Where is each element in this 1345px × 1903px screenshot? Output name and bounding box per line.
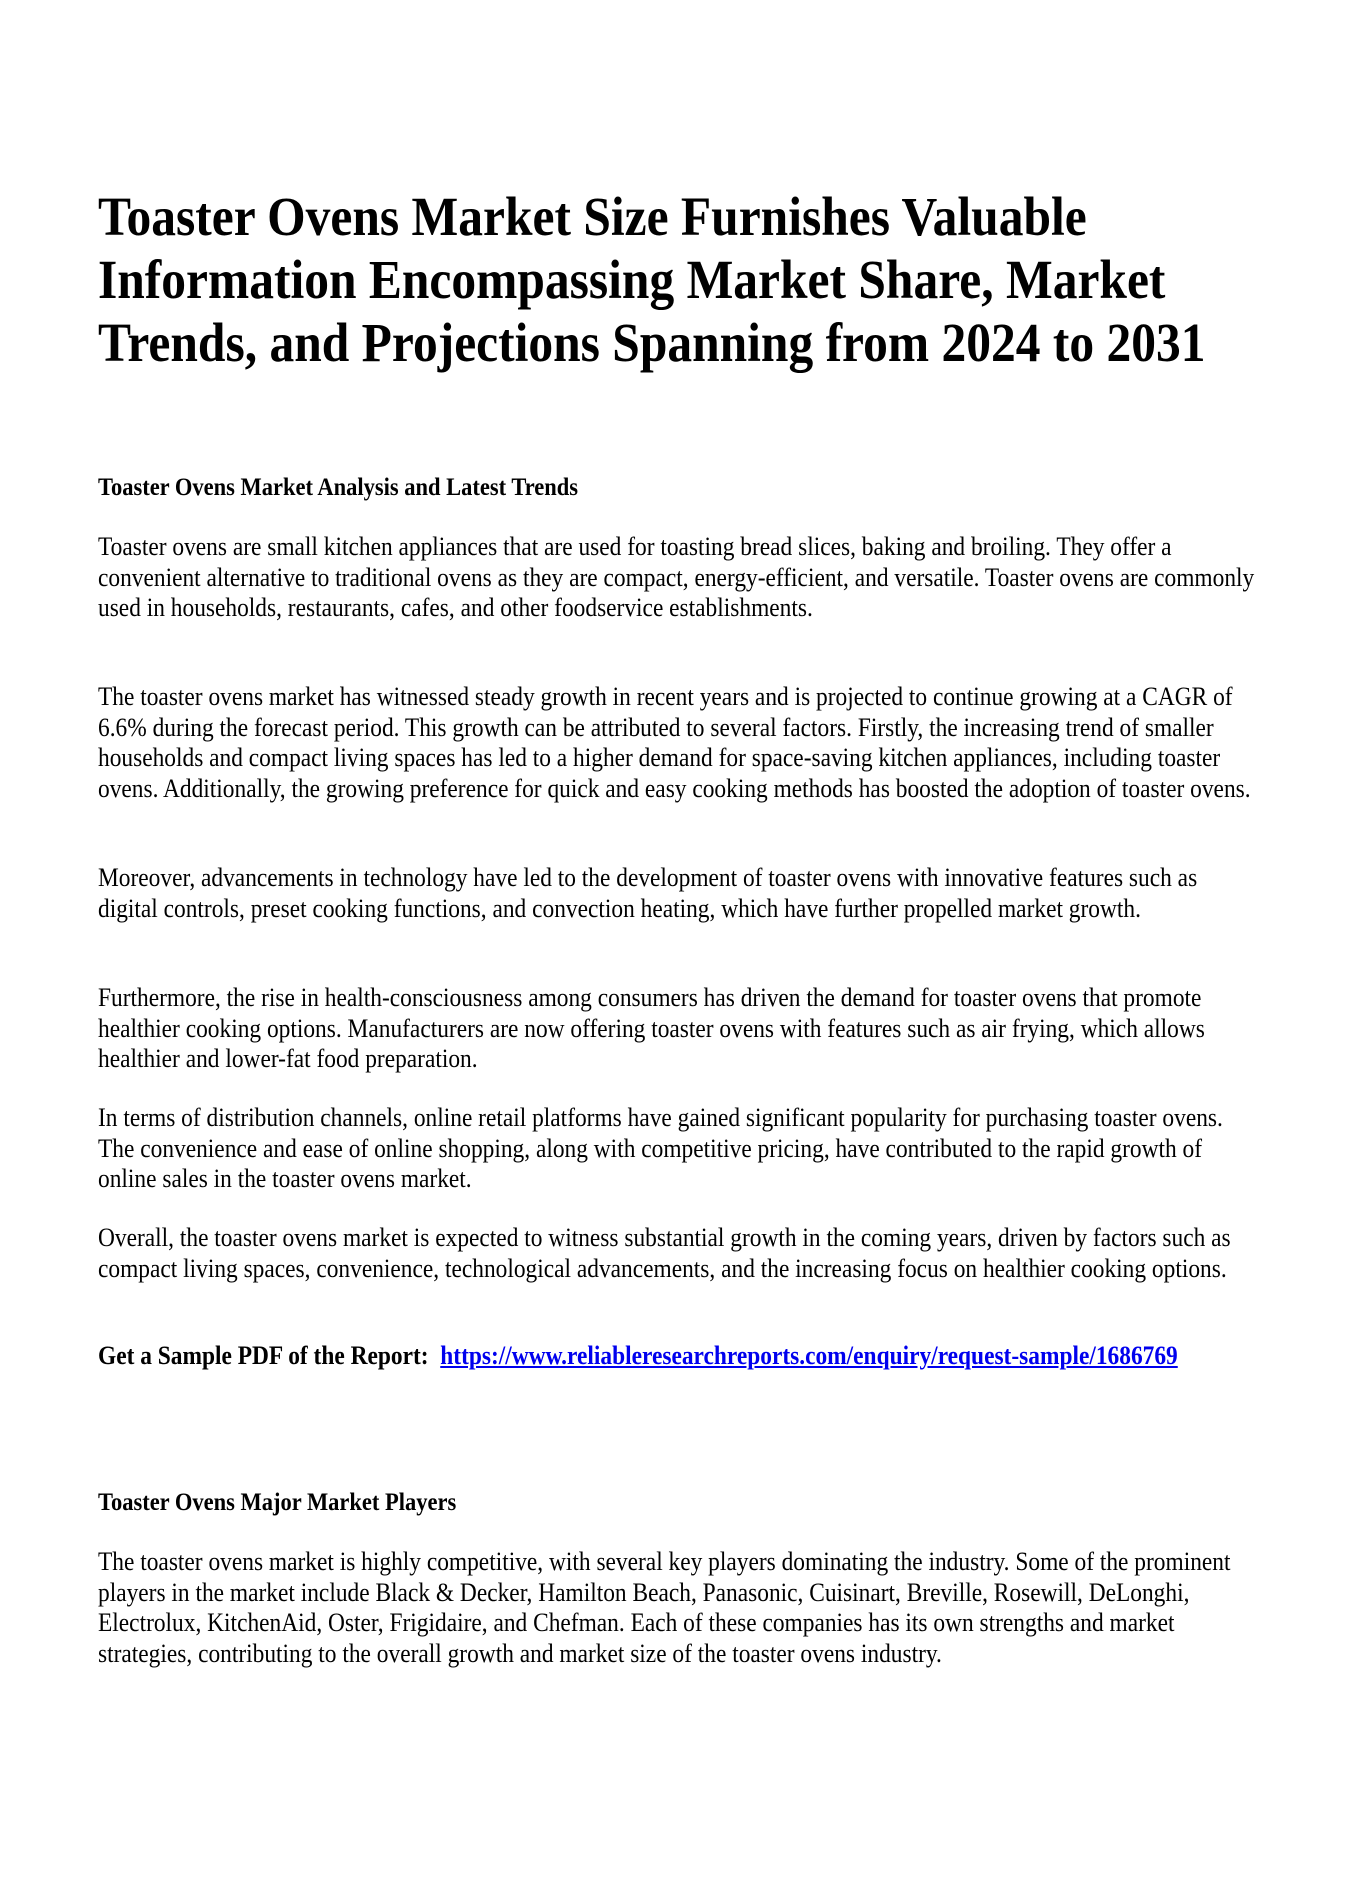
sample-pdf-link[interactable]: https://www.reliableresearchreports.com/enquiry/request-sample/1686769 [440, 1341, 1178, 1370]
section-heading-players: Toaster Ovens Major Market Players [98, 1489, 457, 1516]
paragraph: The toaster ovens market has witnessed steady growth in recent years and is projected to continue growing at a CAGR of 6.6% during the forecast period. This growth can be attributed to several factors. Firstly, the increasing trend of smaller households and compact living spaces has led to a higher demand for space-saving kitchen appliances, including toaster ovens. Additionally, the growing preference for quick and easy cooking methods has boosted the adoption of toaster ovens. [98, 682, 1251, 803]
paragraph: Overall, the toaster ovens market is expected to witness substantial growth in the coming years, driven by factors such as compact living spaces, convenience, technological advancements, and the increasing focus on healthier cooking options. [98, 1223, 1231, 1283]
paragraph: Furthermore, the rise in health-consciousness among consumers has driven the demand for toaster ovens that promote healthier cooking options. Manufacturers are now offering toaster ovens with features such as air frying, which allows healthier and lower-fat food preparation. [98, 983, 1205, 1074]
sample-pdf-line [98, 1341, 1259, 1372]
paragraph: The toaster ovens market is highly competitive, with several key players dominating the industry. Some of the prominent players in the market include Black & Decker, Hamilton Beach, Panasonic, Cuisinart, Breville, Rosewill, DeLonghi, Electrolux, KitchenAid, Oster, Frigidaire, and Chefman. Each of these companies has its own strengths and market strategies, contributing to the overall growth and market size of the toaster ovens industry. [98, 1547, 1231, 1668]
section-heading-analysis: Toaster Ovens Market Analysis and Latest Trends [98, 474, 579, 501]
paragraph: Toaster ovens are small kitchen appliances that are used for toasting bread slices, baking and broiling. They offer a convenient alternative to traditional ovens as they are compact, energy-efficient, and versatile. Toaster ovens are commonly used in households, restaurants, cafes, and other foodservice establishments. [98, 532, 1255, 623]
paragraph: Moreover, advancements in technology have led to the development of toaster ovens with innovative features such as digital controls, preset cooking functions, and convection heating, which have further propelled market growth. [98, 863, 1198, 923]
sample-pdf-label: Get a Sample PDF of the Report: [98, 1341, 429, 1370]
page-title: Toaster Ovens Market Size Furnishes Valuable Information Encompassing Market Share, Market Trends, and Projections Spanning from 2024 to 2031 [98, 186, 1206, 373]
paragraph: In terms of distribution channels, online retail platforms have gained significant popularity for purchasing toaster ovens. The convenience and ease of online shopping, along with competitive pricing, have contributed to the rapid growth of online sales in the toaster ovens market. [98, 1103, 1223, 1194]
